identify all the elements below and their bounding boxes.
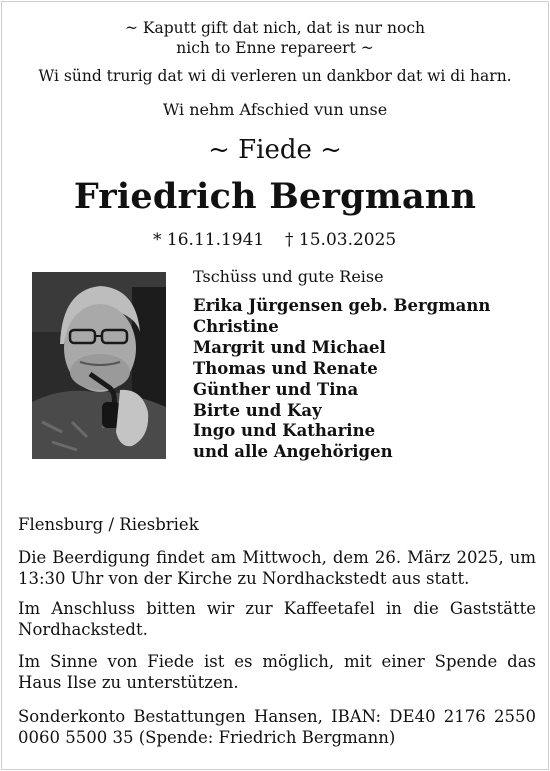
portrait-photo xyxy=(32,272,166,459)
mourners-list xyxy=(193,296,490,463)
bank-account-notice: Sonderkonto Bestattungen Hansen, IBAN: DE40 2176 2550 0060 5500 35 (Spende: Friedrich Bergmann) xyxy=(18,707,536,747)
poem-line-2: nich to Enne repareert ~ xyxy=(176,39,374,57)
donation-notice: Im Sinne von Fiede ist es möglich, mit einer Spende das Haus Ilse zu unterstützen. xyxy=(18,652,536,692)
birth-date: * 16.11.1941 xyxy=(153,230,265,250)
mourner-name: Günther und Tina xyxy=(193,379,359,399)
mourner-name: Christine xyxy=(193,316,279,336)
deceased-nickname: ~ Fiede ~ xyxy=(208,135,342,165)
deceased-name: Friedrich Bergmann xyxy=(73,176,477,217)
mourner-name: Margrit und Michael xyxy=(193,337,386,357)
mourner-name: und alle Angehörigen xyxy=(193,442,393,462)
mourner-name: Birte und Kay xyxy=(193,400,322,420)
mourning-line: Wi sünd trurig dat wi di verleren un dankbor dat wi di harn. xyxy=(38,67,512,85)
place-line: Flensburg / Riesbriek xyxy=(18,515,199,534)
farewell-text: Tschüss und gute Reise xyxy=(193,267,384,286)
poem-line-1: ~ Kaputt gift dat nich, dat is nur noch xyxy=(124,19,425,37)
funeral-notice: Die Beerdigung findet am Mittwoch, dem 26. März 2025, um 13:30 Uhr von der Kirche zu Nordhackstedt aus statt. xyxy=(18,548,536,588)
mourner-name: Ingo und Katharine xyxy=(193,421,376,441)
coffee-notice: Im Anschluss bitten wir zur Kaffeetafel in die Gaststätte Nordhackstedt. xyxy=(18,599,536,639)
farewell-intro: Wi nehm Afschied vun unse xyxy=(162,100,388,119)
death-date: † 15.03.2025 xyxy=(285,230,397,250)
mourner-name: Thomas und Renate xyxy=(193,358,378,378)
mourner-name: Erika Jürgensen geb. Bergmann xyxy=(193,296,491,315)
